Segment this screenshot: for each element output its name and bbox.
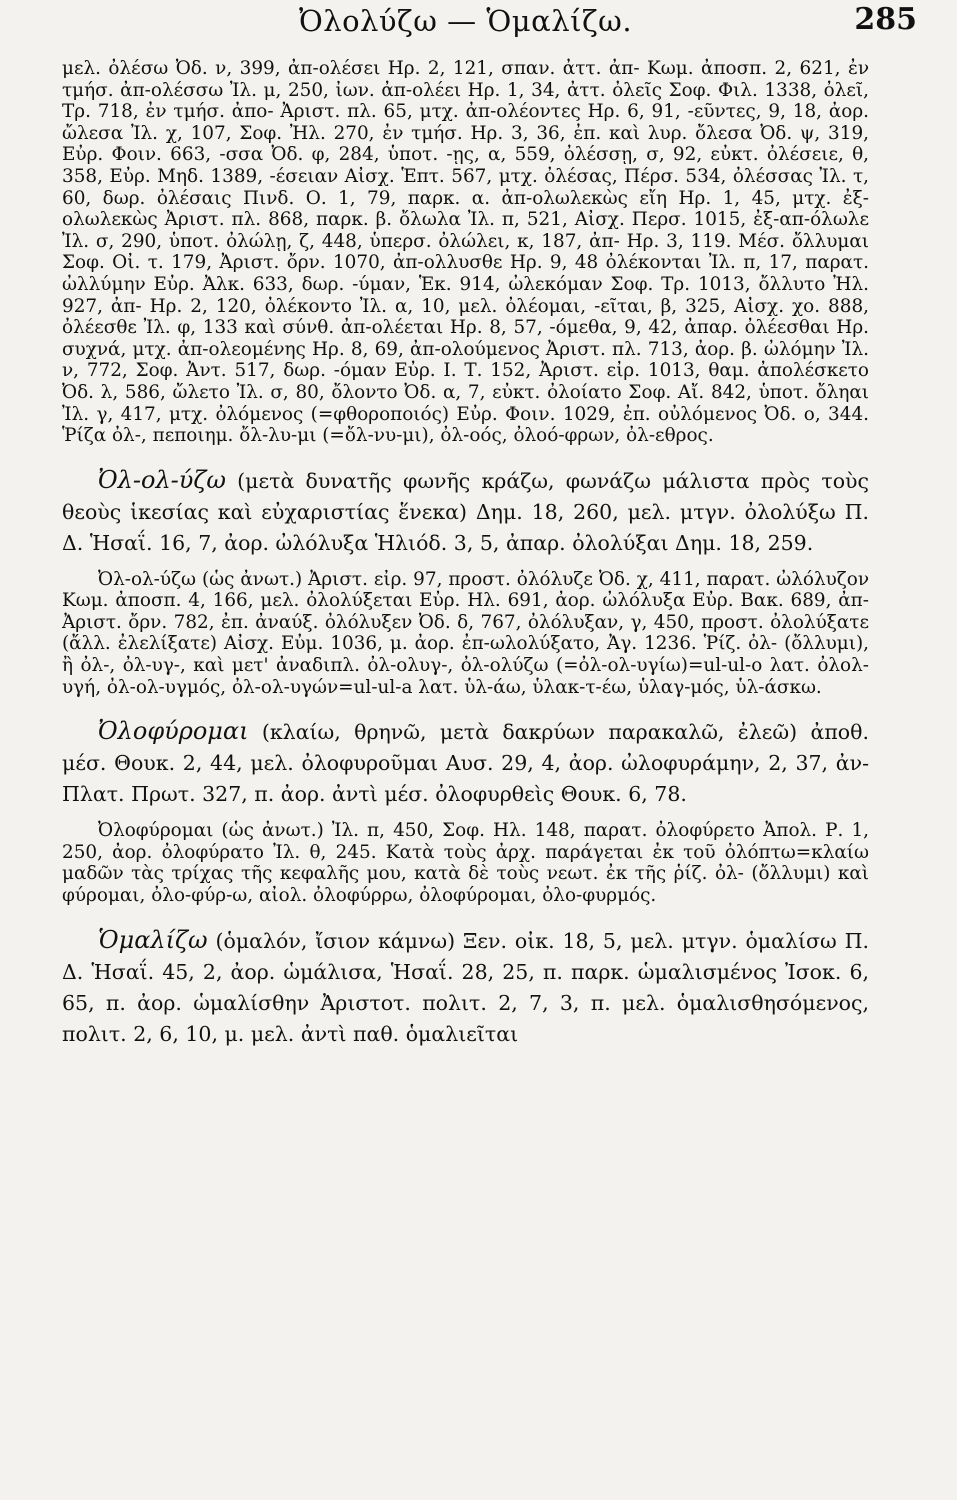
entry-ololyzo	[62, 465, 869, 699]
page-number: 285	[854, 2, 917, 37]
entry-head	[62, 716, 869, 810]
entry-head	[62, 925, 869, 1050]
page-header	[62, 0, 917, 58]
running-head: Ὀλολύζω — Ὁμαλίζω.	[298, 4, 633, 38]
entry-gloss: (ὁμαλόν, ἴσιον κάμνω) Ξεν. οἰκ. 18, 5, μελ. μτγν. ὁμαλίσω Π. Δ. Ἡσαΐ. 45, 2, ἀορ. ὡμάλισα, Ἡσαΐ. 28, 25, π. παρκ. ὡμαλισμένος Ἰσοκ. 6, 65, π. ἀορ. ὡμαλίσθην Ἀριστοτ. πολιτ. 2, 7, 3, π. μελ. ὁμαλισθησόμενος, πολιτ. 2, 6, 10, μ. μελ. ἀντὶ παθ. ὁμαλιεῖται	[62, 928, 869, 1046]
entry-gloss: (μετὰ δυνατῆς φωνῆς κράζω, φωνάζω μάλιστα πρὸς τοὺς θεοὺς ἱκεσίας καὶ εὐχαριστίας ἕνεκα) Δημ. 18, 260, μελ. μτγν. ὀλολύξω Π. Δ. Ἡσαΐ. 16, 7, ἀορ. ὠλόλυξα Ἡλιόδ. 3, 5, ἀπαρ. ὀλολύξαι Δημ. 18, 259.	[62, 468, 869, 555]
entry-olophyromai	[62, 716, 869, 906]
entry-head	[62, 465, 869, 559]
entry-homalizo	[62, 925, 869, 1050]
lemma: Ὁμαλίζω	[98, 925, 208, 954]
entry-gloss: (κλαίω, θρηνῶ, μετὰ δακρύων παρακαλῶ, ἐλεῶ) ἀποθ. μέσ. Θουκ. 2, 44, μελ. ὀλοφυροῦμαι Αυσ. 29, 4, ἀορ. ὠλοφυράμην, 2, 37, ἀν- Πλατ. Πρωτ. 327, π. ἀορ. ἀντὶ μέσ. ὀλοφυρθεὶς Θουκ. 6, 78.	[62, 720, 869, 807]
continuation-paragraph: μελ. ὀλέσω Ὀδ. ν, 399, ἀπ-ολέσει Ηρ. 2, 121, σπαν. ἀττ. ἀπ- Κωμ. ἀποσπ. 2, 621, ἐν τμήσ. ἀπ-ολέσσω Ἰλ. μ, 250, ἰων. ἀπ-ολέει Ηρ. 1, 34, ἀττ. ὀλεῖς Σοφ. Φιλ. 1338, ὀλεῖ, Τρ. 718, ἐν τμήσ. ἀπο- Ἀριστ. πλ. 65, μτχ. ἀπ-ολέοντες Ηρ. 6, 91, -εῦντες, 9, 18, ἀορ. ὤλεσα Ἰλ. χ, 107, Σοφ. Ἠλ. 270, ἐν τμήσ. Ηρ. 3, 36, ἐπ. καὶ λυρ. ὄλεσα Ὀδ. ψ, 319, Εὐρ. Φοιν. 663, -σσα Ὀδ. φ, 284, ὑποτ. -ῃς, α, 559, ὀλέσσῃ, σ, 92, εὐκτ. ὀλέσειε, θ, 358, Εὐρ. Μηδ. 1389, -έσειαν Αἰσχ. Ἑπτ. 567, μτχ. ὀλέσας, Πέρσ. 534, ὀλέσσας Ἰλ. τ, 60, δωρ. ὀλέσαις Πινδ. Ο. 1, 79, παρκ. α. ἀπ-ολωλεκὼς εἴη Ηρ. 1, 45, μτχ. ἐξ-ολωλεκὼς Ἀριστ. πλ. 868, παρκ. β. ὄλωλα Ἰλ. π, 521, Αἰσχ. Περσ. 1015, ἐξ-απ-όλωλε Ἰλ. σ, 290, ὑποτ. ὀλώλῃ, ζ, 448, ὑπερσ. ὀλώλει, κ, 187, ἀπ- Ηρ. 3, 119. Μέσ. ὄλλυμαι Σοφ. Οἰ. τ. 179, Ἀριστ. ὄρν. 1070, ἀπ-ολλυσθε Ηρ. 9, 48 ὀλέκονται Ἰλ. π, 17, παρατ. ὠλλύμην Εὐρ. Ἀλκ. 633, δωρ. -ύμαν, Ἑκ. 914, ὠλεκόμαν Σοφ. Τρ. 1013, ὄλλυτο Ἠλ. 927, ἀπ- Ηρ. 2, 120, ὀλέκοντο Ἰλ. α, 10, μελ. ὀλέομαι, -εῖται, β, 325, Αἰσχ. χο. 888, ὀλέεσθε Ἰλ. φ, 133 καὶ σύνθ. ἀπ-ολέεται Ηρ. 8, 57, -όμεθα, 9, 42, ἀπαρ. ὀλέεσθαι Ηρ. συχνά, μτχ. ἀπ-ολεομένης Ηρ. 8, 69, ἀπ-ολούμενος Ἀριστ. πλ. 713, ἀορ. β. ὠλόμην Ἰλ. ν, 772, Σοφ. Ἀντ. 517, δωρ. -όμαν Εὐρ. Ι. Τ. 152, Ἀριστ. εἰρ. 1013, θαμ. ἀπολέσκετο Ὀδ. λ, 586, ὤλετο Ἰλ. σ, 80, ὄλοντο Ὀδ. α, 7, εὐκτ. ὀλοίατο Σοφ. Αἴ. 842, ὑποτ. ὄληαι Ἰλ. γ, 417, μτχ. ὀλόμενος (=φθοροποιός) Εὐρ. Φοιν. 1029, ἐπ. οὐλόμενος Ὀδ. ο, 344. Ῥίζα ὀλ-, πεποιημ. ὄλ-λυ-μι (=ὄλ-νυ-μι), ὀλ-οός, ὀλοό-φρων, ὀλ-εθρος.	[62, 58, 869, 447]
entry-subparagraph: Ὀλ-ολ-ύζω (ὡς ἀνωτ.) Ἀριστ. εἰρ. 97, προστ. ὀλόλυζε Ὀδ. χ, 411, παρατ. ὠλόλυζον Κωμ. ἀποσπ. 4, 166, μελ. ὀλολύξεται Εὐρ. Ηλ. 691, ἀορ. ὠλόλυξα Εὐρ. Βακ. 689, ἀπ- Ἀριστ. ὄρν. 782, ἐπ. ἀναύξ. ὀλόλυξεν Ὀδ. δ, 767, ὀλόλυξαν, γ, 450, προστ. ὀλολύξατε (ἄλλ. ἐλελίξατε) Αἰσχ. Εὐμ. 1036, μ. ἀορ. ἐπ-ωλολύξατο, Ἀγ. 1236. Ῥίζ. ὀλ- (ὄλλυμι), ἢ ὀλ-, ὀλ-υγ-, καὶ μετ' ἀναδιπλ. ὀλ-ολυγ-, ὀλ-ολύζω (=ὀλ-ολ-υγίω)=ul-ul-o λατ. ὀλολ-υγή, ὀλ-ολ-υγμός, ὀλ-ολ-υγών=ul-ul-a λατ. ὑλ-άω, ὑλακ-τ-έω, ὑλαγ-μός, ὑλ-άσκω.	[62, 568, 869, 698]
lemma: Ὀλ-ολ-ύζω	[98, 465, 226, 494]
lemma: Ὀλοφύρομαι	[98, 717, 249, 746]
entry-subparagraph: Ὀλοφύρομαι (ὡς ἀνωτ.) Ἰλ. π, 450, Σοφ. Ηλ. 148, παρατ. ὀλοφύρετο Ἀπολ. Ρ. 1, 250, ἀορ. ὀλοφύρατο Ἰλ. θ, 245. Κατὰ τοὺς ἀρχ. παράγεται ἐκ τοῦ ὀλόπτω=κλαίω μαδῶν τὰς τρίχας τῆς κεφαλῆς μου, κατὰ δὲ τοὺς νεωτ. ἐκ τῆς ῥίζ. ὀλ- (ὄλλυμι) καὶ φύρομαι, ὀλο-φύρ-ω, αἰολ. ὀλοφύρρω, ὀλοφύρομαι, ὀλο-φυρμός.	[62, 820, 869, 907]
page-body	[62, 58, 869, 1050]
